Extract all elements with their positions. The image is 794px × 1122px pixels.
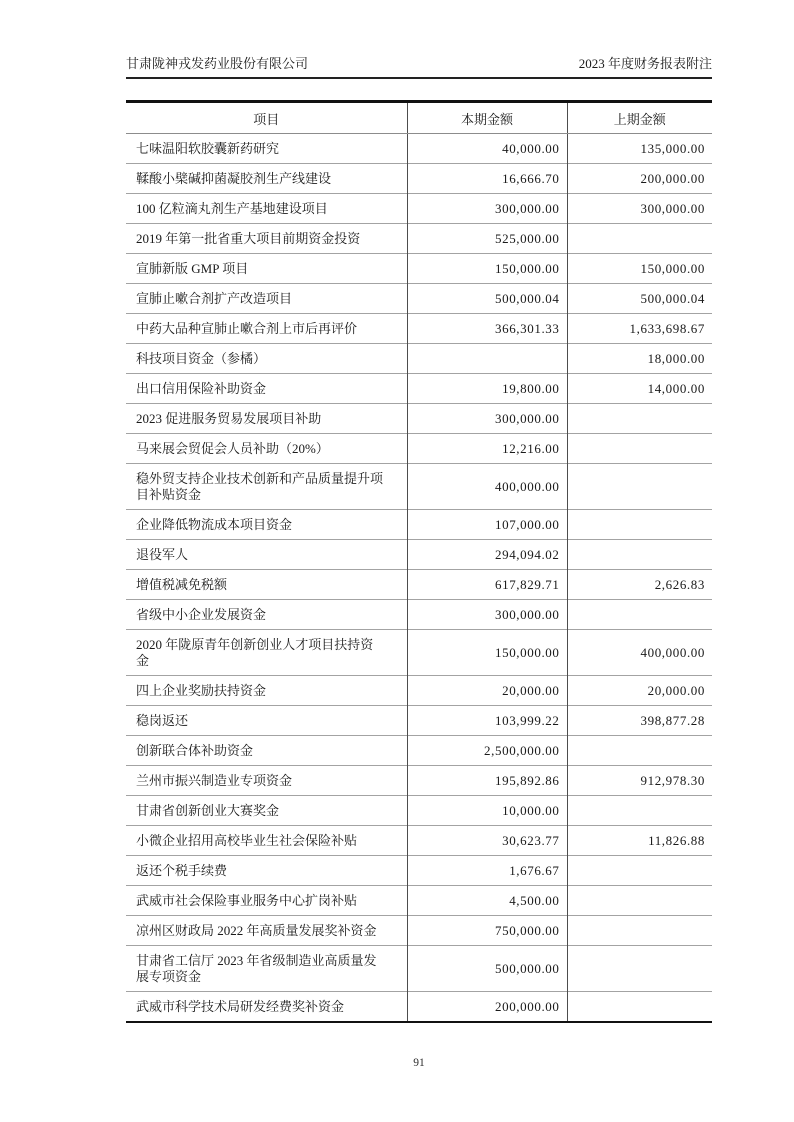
table-row bbox=[126, 434, 712, 464]
row-prior-amount: 398,877.28 bbox=[567, 706, 712, 736]
table-row bbox=[126, 706, 712, 736]
row-prior-amount: 912,978.30 bbox=[567, 766, 712, 796]
table-header-row bbox=[126, 102, 712, 134]
table-row bbox=[126, 194, 712, 224]
row-prior-amount bbox=[567, 540, 712, 570]
row-item-name: 中药大品种宣肺止嗽合剂上市后再评价 bbox=[126, 314, 407, 344]
row-item-name: 2020 年陇原青年创新创业人才项目扶持资金 bbox=[126, 630, 407, 676]
row-item-name: 宣肺止嗽合剂扩产改造项目 bbox=[126, 284, 407, 314]
table-row bbox=[126, 826, 712, 856]
row-prior-amount: 14,000.00 bbox=[567, 374, 712, 404]
row-current-amount: 300,000.00 bbox=[407, 404, 567, 434]
row-prior-amount bbox=[567, 796, 712, 826]
table-row bbox=[126, 992, 712, 1023]
row-current-amount: 366,301.33 bbox=[407, 314, 567, 344]
row-item-name: 退役军人 bbox=[126, 540, 407, 570]
row-prior-amount bbox=[567, 510, 712, 540]
row-prior-amount: 18,000.00 bbox=[567, 344, 712, 374]
row-item-name: 稳外贸支持企业技术创新和产品质量提升项目补贴资金 bbox=[126, 464, 407, 510]
row-prior-amount: 11,826.88 bbox=[567, 826, 712, 856]
column-header-current-amount: 本期金额 bbox=[407, 102, 567, 134]
row-prior-amount: 300,000.00 bbox=[567, 194, 712, 224]
table-row bbox=[126, 164, 712, 194]
row-current-amount: 617,829.71 bbox=[407, 570, 567, 600]
row-item-name: 甘肃省创新创业大赛奖金 bbox=[126, 796, 407, 826]
table-row bbox=[126, 464, 712, 510]
table-row bbox=[126, 946, 712, 992]
row-current-amount: 10,000.00 bbox=[407, 796, 567, 826]
company-name: 甘肃陇神戎发药业股份有限公司 bbox=[126, 56, 309, 71]
row-prior-amount bbox=[567, 464, 712, 510]
row-item-name: 企业降低物流成本项目资金 bbox=[126, 510, 407, 540]
table-row bbox=[126, 630, 712, 676]
report-title: 2023 年度财务报表附注 bbox=[578, 56, 712, 71]
table-row bbox=[126, 676, 712, 706]
row-current-amount: 19,800.00 bbox=[407, 374, 567, 404]
row-item-name: 马来展会贸促会人员补助（20%） bbox=[126, 434, 407, 464]
table-row bbox=[126, 570, 712, 600]
row-current-amount: 40,000.00 bbox=[407, 134, 567, 164]
table-row bbox=[126, 284, 712, 314]
row-prior-amount: 500,000.04 bbox=[567, 284, 712, 314]
column-header-prior-amount: 上期金额 bbox=[567, 102, 712, 134]
column-header-item: 项目 bbox=[126, 102, 407, 134]
row-current-amount: 4,500.00 bbox=[407, 886, 567, 916]
row-item-name: 100 亿粒滴丸剂生产基地建设项目 bbox=[126, 194, 407, 224]
table-row bbox=[126, 314, 712, 344]
row-current-amount: 2,500,000.00 bbox=[407, 736, 567, 766]
table-row bbox=[126, 886, 712, 916]
row-item-name: 2023 促进服务贸易发展项目补助 bbox=[126, 404, 407, 434]
table-row bbox=[126, 856, 712, 886]
row-item-name: 小微企业招用高校毕业生社会保险补贴 bbox=[126, 826, 407, 856]
row-item-name: 科技项目资金（参橘） bbox=[126, 344, 407, 374]
row-item-name: 凉州区财政局 2022 年高质量发展奖补资金 bbox=[126, 916, 407, 946]
row-current-amount: 750,000.00 bbox=[407, 916, 567, 946]
table-row bbox=[126, 736, 712, 766]
row-item-name: 稳岗返还 bbox=[126, 706, 407, 736]
row-prior-amount bbox=[567, 600, 712, 630]
table-row bbox=[126, 254, 712, 284]
row-item-name: 鞣酸小檗碱抑菌凝胶剂生产线建设 bbox=[126, 164, 407, 194]
row-prior-amount bbox=[567, 224, 712, 254]
row-item-name: 四上企业奖励扶持资金 bbox=[126, 676, 407, 706]
row-item-name: 甘肃省工信厅 2023 年省级制造业高质量发展专项资金 bbox=[126, 946, 407, 992]
row-prior-amount bbox=[567, 992, 712, 1023]
row-item-name: 出口信用保险补助资金 bbox=[126, 374, 407, 404]
document-header bbox=[126, 56, 712, 79]
page-content bbox=[126, 56, 712, 1069]
table-row bbox=[126, 344, 712, 374]
row-prior-amount: 20,000.00 bbox=[567, 676, 712, 706]
row-current-amount: 200,000.00 bbox=[407, 992, 567, 1023]
table-row bbox=[126, 374, 712, 404]
table-row bbox=[126, 796, 712, 826]
row-item-name: 武威市科学技术局研发经费奖补资金 bbox=[126, 992, 407, 1023]
subsidy-table bbox=[126, 100, 712, 1023]
row-prior-amount bbox=[567, 946, 712, 992]
row-current-amount: 30,623.77 bbox=[407, 826, 567, 856]
row-current-amount: 150,000.00 bbox=[407, 630, 567, 676]
table-row bbox=[126, 224, 712, 254]
row-current-amount: 1,676.67 bbox=[407, 856, 567, 886]
row-prior-amount bbox=[567, 434, 712, 464]
row-prior-amount bbox=[567, 736, 712, 766]
row-current-amount: 400,000.00 bbox=[407, 464, 567, 510]
row-prior-amount: 135,000.00 bbox=[567, 134, 712, 164]
row-prior-amount: 1,633,698.67 bbox=[567, 314, 712, 344]
row-current-amount: 150,000.00 bbox=[407, 254, 567, 284]
row-current-amount: 16,666.70 bbox=[407, 164, 567, 194]
table-row bbox=[126, 404, 712, 434]
row-item-name: 武威市社会保险事业服务中心扩岗补贴 bbox=[126, 886, 407, 916]
row-prior-amount bbox=[567, 916, 712, 946]
table-row bbox=[126, 510, 712, 540]
table-row bbox=[126, 766, 712, 796]
row-current-amount: 300,000.00 bbox=[407, 600, 567, 630]
row-item-name: 宣肺新版 GMP 项目 bbox=[126, 254, 407, 284]
row-item-name: 兰州市振兴制造业专项资金 bbox=[126, 766, 407, 796]
row-current-amount: 107,000.00 bbox=[407, 510, 567, 540]
page-number: 91 bbox=[413, 1057, 425, 1069]
row-prior-amount: 150,000.00 bbox=[567, 254, 712, 284]
row-current-amount: 300,000.00 bbox=[407, 194, 567, 224]
row-prior-amount bbox=[567, 886, 712, 916]
row-item-name: 省级中小企业发展资金 bbox=[126, 600, 407, 630]
row-current-amount: 12,216.00 bbox=[407, 434, 567, 464]
row-prior-amount bbox=[567, 856, 712, 886]
table-row bbox=[126, 600, 712, 630]
row-current-amount: 103,999.22 bbox=[407, 706, 567, 736]
row-item-name: 返还个税手续费 bbox=[126, 856, 407, 886]
row-prior-amount: 2,626.83 bbox=[567, 570, 712, 600]
row-current-amount: 294,094.02 bbox=[407, 540, 567, 570]
row-item-name: 七味温阳软胶囊新药研究 bbox=[136, 140, 280, 156]
row-current-amount bbox=[407, 344, 567, 374]
row-item-name: 创新联合体补助资金 bbox=[126, 736, 407, 766]
row-current-amount: 525,000.00 bbox=[407, 224, 567, 254]
table-row bbox=[126, 134, 712, 164]
row-prior-amount: 200,000.00 bbox=[567, 164, 712, 194]
table-row bbox=[126, 916, 712, 946]
row-current-amount: 500,000.00 bbox=[407, 946, 567, 992]
row-current-amount: 20,000.00 bbox=[407, 676, 567, 706]
row-current-amount: 195,892.86 bbox=[407, 766, 567, 796]
row-item-name: 2019 年第一批省重大项目前期资金投资 bbox=[126, 224, 407, 254]
row-prior-amount: 400,000.00 bbox=[567, 630, 712, 676]
table-row bbox=[126, 540, 712, 570]
row-current-amount: 500,000.04 bbox=[407, 284, 567, 314]
row-prior-amount bbox=[567, 404, 712, 434]
row-item-name: 增值税减免税额 bbox=[126, 570, 407, 600]
